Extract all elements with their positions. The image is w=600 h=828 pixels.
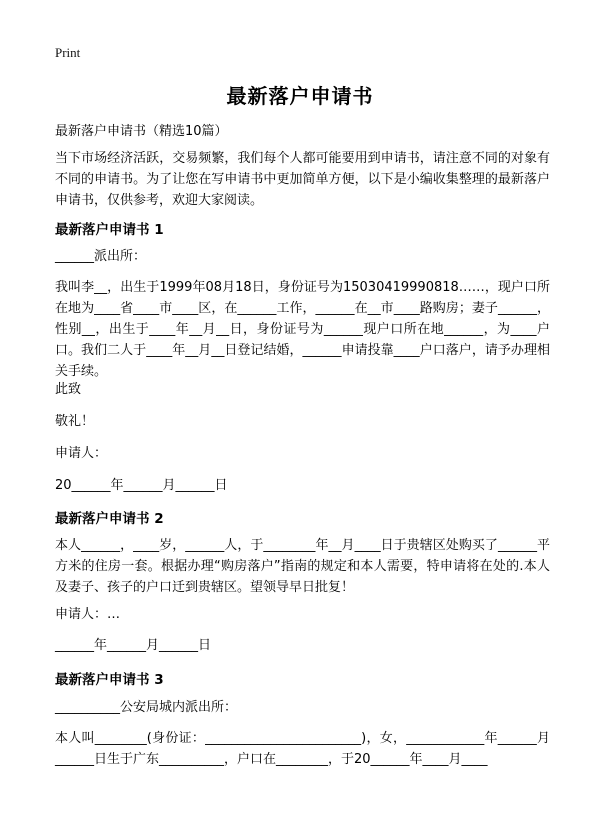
document-subtitle: 最新落户申请书（精选10篇）: [55, 124, 228, 139]
section-1-addressee: ______派出所：: [55, 249, 147, 264]
section-2-date: ______年______月______日: [55, 638, 212, 653]
print-link[interactable]: Print: [55, 45, 81, 60]
section-3-body: 本人叫________(身份证：________________________)，女，____________年______月______日生于广东__________，户口在________，于20______年____月____: [55, 731, 550, 767]
section-1-closing-ci-zhi: 此致: [55, 382, 82, 397]
section-2-applicant: 申请人：…: [55, 607, 121, 622]
section-1-applicant: 申请人：: [55, 446, 108, 461]
section-1-date: 20______年______月______日: [55, 478, 228, 493]
document-title: 最新落户申请书: [226, 84, 374, 108]
section-2-heading: 最新落户申请书 2: [55, 511, 164, 527]
section-3-heading: 最新落户申请书 3: [55, 672, 164, 688]
section-2-body: 本人______，____岁，______人，于________年__月____日于贵辖区处购买了______平方米的住房一套。根据办理“购房落户”指南的规定和本人需要，特申请将在处的.本人及妻子、孩子的户口迁到贵辖区。望领导早日批复！: [55, 538, 550, 595]
section-1-closing-jing-li: 敬礼！: [55, 414, 95, 429]
section-1-heading: 最新落户申请书 1: [55, 222, 164, 238]
intro-paragraph: 当下市场经济活跃，交易频繁，我们每个人都可能要用到申请书，请注意不同的对象有不同的申请书。为了让您在写申请书中更加简单方便，以下是小编收集整理的最新落户申请书，仅供参考，欢迎大家阅读。: [55, 151, 550, 208]
section-3-addressee: __________公安局城内派出所：: [55, 700, 238, 715]
section-1-body: 我叫李__，出生于1999年08月18日，身份证号为15030419990818……，现户口所在地为____省____市____区，在______工作，______在__市____路购房；妻子______，性别__，出生于____年__月__日，身份证号为______现户口所在地______，为____户口。我们二人于____年__月__日登记结婚，______申请投靠____户口落户，请予办理相关手续。: [55, 280, 550, 379]
